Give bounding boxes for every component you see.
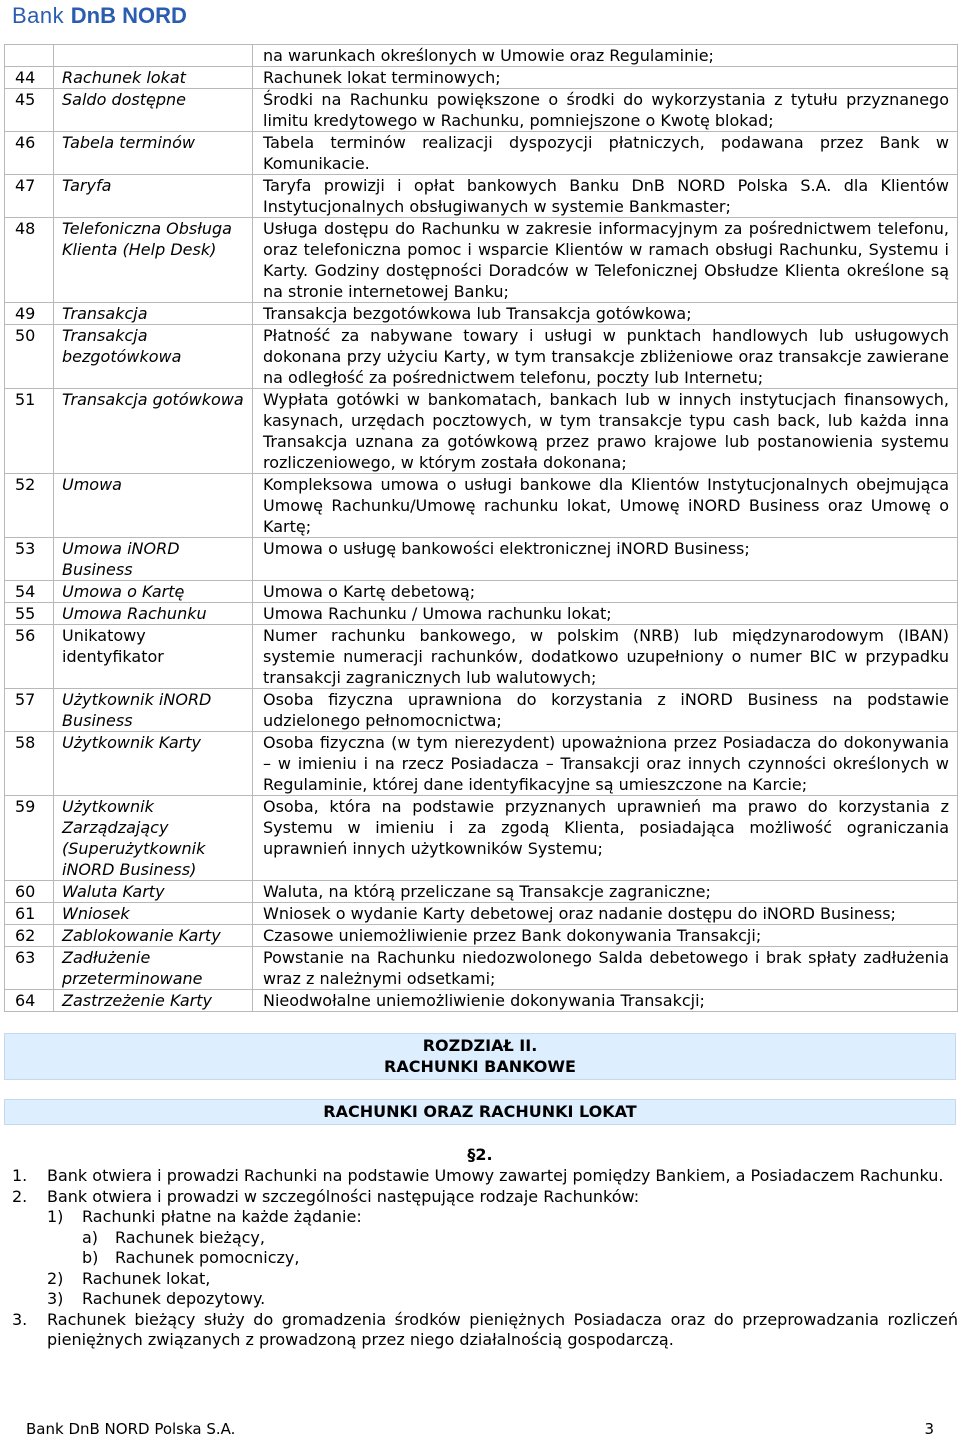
definition-number: 63 bbox=[5, 947, 54, 990]
definition-number: 50 bbox=[5, 325, 54, 389]
definition-term: Transakcja gotówkowa bbox=[54, 389, 253, 474]
definition-description: Umowa o usługę bankowości elektronicznej iNORD Business; bbox=[253, 538, 958, 581]
logo-text-dnbnord: DnB NORD bbox=[70, 3, 187, 28]
footer-company: Bank DnB NORD Polska S.A. bbox=[26, 1420, 236, 1438]
definition-term: Zadłużenie przeterminowane bbox=[54, 947, 253, 990]
table-row bbox=[5, 625, 958, 689]
definition-term: Użytkownik Karty bbox=[54, 732, 253, 796]
definition-term: Unikatowy identyfikator bbox=[54, 625, 253, 689]
definition-number: 61 bbox=[5, 903, 54, 925]
definition-description: Waluta, na którą przeliczane są Transakcje zagraniczne; bbox=[253, 881, 958, 903]
definition-number bbox=[5, 45, 54, 67]
table-row bbox=[5, 218, 958, 303]
definition-term: Transakcja bezgotówkowa bbox=[54, 325, 253, 389]
definition-number: 55 bbox=[5, 603, 54, 625]
table-row bbox=[5, 903, 958, 925]
list-item-number: 1. bbox=[12, 1166, 28, 1185]
sub-list-item-text: Rachunek lokat, bbox=[82, 1268, 211, 1288]
definition-description: Wypłata gotówki w bankomatach, bankach lub w innych instytucjach finansowych, kasynach, urzędach pocztowych, w tym transakcje typu cash back, lub każda inna Transakcja uznana za gotówkową przez prawo krajowe lub postanowienia systemu rozliczeniowego, w którym została dokonana; bbox=[253, 389, 958, 474]
definition-description: Umowa Rachunku / Umowa rachunku lokat; bbox=[253, 603, 958, 625]
definition-description: Środki na Rachunku powiększone o środki do wykorzystania z tytułu przyznanego limitu kredytowego w Rachunku, pomniejszone o Kwotę blokad; bbox=[253, 89, 958, 132]
definition-number: 45 bbox=[5, 89, 54, 132]
definition-number: 64 bbox=[5, 990, 54, 1012]
definition-term: Tabela terminów bbox=[54, 132, 253, 175]
definition-description: Transakcja bezgotówkowa lub Transakcja gotówkowa; bbox=[253, 303, 958, 325]
definition-number: 51 bbox=[5, 389, 54, 474]
sub-sub-list-item-letter: b) bbox=[82, 1248, 99, 1267]
table-row bbox=[5, 947, 958, 990]
definitions-table-body bbox=[5, 45, 958, 1012]
definition-term: Umowa iNORD Business bbox=[54, 538, 253, 581]
definition-description: na warunkach określonych w Umowie oraz Regulaminie; bbox=[253, 45, 958, 67]
definition-term: Transakcja bbox=[54, 303, 253, 325]
sub-sub-list-item-text: Rachunek bieżący, bbox=[115, 1227, 265, 1247]
definition-description: Osoba fizyczna (w tym nierezydent) upoważniona przez Posiadacza do dokonywania – w imieniu i na rzecz Posiadacza – Transakcji oraz innych czynności określonych w Regulaminie, której dane identyfikacyjne są umieszczone na Karcie; bbox=[253, 732, 958, 796]
sub-list-item-number: 3) bbox=[47, 1289, 64, 1308]
chapter-banner bbox=[4, 1033, 956, 1080]
table-row bbox=[5, 325, 958, 389]
definition-term: Taryfa bbox=[54, 175, 253, 218]
definition-number: 58 bbox=[5, 732, 54, 796]
definition-description: Rachunek lokat terminowych; bbox=[253, 67, 958, 89]
definition-description: Kompleksowa umowa o usługi bankowe dla Klientów Instytucjonalnych obejmująca Umowę Rachunku/Umowę rachunku lokat, Umowę iNORD Business oraz Umowę o Kartę; bbox=[253, 474, 958, 538]
definition-term: Użytkownik iNORD Business bbox=[54, 689, 253, 732]
definition-number: 62 bbox=[5, 925, 54, 947]
definition-number: 49 bbox=[5, 303, 54, 325]
definitions-table bbox=[4, 44, 958, 1012]
section-title: RACHUNKI ORAZ RACHUNKI LOKAT bbox=[323, 1102, 637, 1121]
footer-page-number: 3 bbox=[924, 1420, 934, 1438]
definition-description: Nieodwołalne uniemożliwienie dokonywania Transakcji; bbox=[253, 990, 958, 1012]
sub-sub-list-item bbox=[82, 1228, 958, 1249]
list-item-number: 2. bbox=[12, 1186, 28, 1206]
definition-term: Użytkownik Zarządzający (Superużytkownik iNORD Business) bbox=[54, 796, 253, 881]
sub-list-item-number: 1) bbox=[47, 1207, 64, 1226]
definition-term: Umowa Rachunku bbox=[54, 603, 253, 625]
list-item-text: Bank otwiera i prowadzi Rachunki na podstawie Umowy zawartej pomiędzy Bankiem, a Posiadaczem Rachunku. bbox=[47, 1166, 944, 1185]
table-row bbox=[5, 925, 958, 947]
definition-description: Usługa dostępu do Rachunku w zakresie informacyjnym za pośrednictwem telefonu, oraz telefoniczna pomoc i wsparcie Klientów w ramach obsługi Rachunku, Systemu i Karty. Godziny dostępności Doradców w Telefonicznej Obsłudze Klienta określone są na stronie internetowej Banku; bbox=[253, 218, 958, 303]
table-row bbox=[5, 538, 958, 581]
definition-term: Waluta Karty bbox=[54, 881, 253, 903]
definition-term: Zastrzeżenie Karty bbox=[54, 990, 253, 1012]
table-row bbox=[5, 175, 958, 218]
table-row bbox=[5, 796, 958, 881]
definition-number: 46 bbox=[5, 132, 54, 175]
sub-sub-list-item bbox=[82, 1248, 958, 1269]
definition-term: Umowa o Kartę bbox=[54, 581, 253, 603]
table-row bbox=[5, 132, 958, 175]
definition-description: Umowa o Kartę debetową; bbox=[253, 581, 958, 603]
list-item-text: Bank otwiera i prowadzi w szczególności następujące rodzaje Rachunków: bbox=[47, 1186, 640, 1206]
definition-term: Wniosek bbox=[54, 903, 253, 925]
definition-number: 56 bbox=[5, 625, 54, 689]
definition-description: Czasowe uniemożliwienie przez Bank dokonywania Transakcji; bbox=[253, 925, 958, 947]
paragraph-mark: §2. bbox=[467, 1145, 493, 1164]
definition-description: Powstanie na Rachunku niedozwolonego Salda debetowego i brak spłaty zadłużenia wraz z należnymi odsetkami; bbox=[253, 947, 958, 990]
section-banner bbox=[4, 1099, 956, 1125]
article-list bbox=[12, 1166, 958, 1351]
definition-description: Tabela terminów realizacji dyspozycji płatniczych, podawana przez Bank w Komunikacie. bbox=[253, 132, 958, 175]
logo-text-bank: Bank bbox=[12, 3, 71, 28]
table-row bbox=[5, 881, 958, 903]
table-row bbox=[5, 89, 958, 132]
definition-description: Płatność za nabywane towary i usługi w punktach handlowych lub usługowych dokonana przy użyciu Karty, w tym transakcje zbliżeniowe oraz transakcje zawierane na odległość za pośrednictwem telefonu, poczty lub Internetu; bbox=[253, 325, 958, 389]
table-row bbox=[5, 389, 958, 474]
table-row bbox=[5, 45, 958, 67]
table-row bbox=[5, 732, 958, 796]
definition-number: 53 bbox=[5, 538, 54, 581]
definition-term: Umowa bbox=[54, 474, 253, 538]
definition-term: Zablokowanie Karty bbox=[54, 925, 253, 947]
sub-sub-list-item-letter: a) bbox=[82, 1227, 99, 1247]
bank-logo bbox=[12, 4, 187, 28]
definition-number: 60 bbox=[5, 881, 54, 903]
definition-number: 54 bbox=[5, 581, 54, 603]
definition-number: 47 bbox=[5, 175, 54, 218]
sub-list-item-number: 2) bbox=[47, 1268, 64, 1288]
sub-list-item bbox=[47, 1207, 958, 1269]
list-item bbox=[12, 1187, 958, 1310]
sub-list-item bbox=[47, 1289, 958, 1310]
definition-description: Taryfa prowizji i opłat bankowych Banku DnB NORD Polska S.A. dla Klientów Instytucjonalnych obsługiwanych w systemie Bankmaster; bbox=[253, 175, 958, 218]
definition-description: Osoba fizyczna uprawniona do korzystania z iNORD Business na podstawie udzielonego pełnomocnictwa; bbox=[253, 689, 958, 732]
definition-description: Osoba, która na podstawie przyznanych uprawnień ma prawo do korzystania z Systemu w imieniu i za zgodą Klienta, posiadająca możliwość ograniczania uprawnień innych użytkowników Systemu; bbox=[253, 796, 958, 881]
definition-number: 48 bbox=[5, 218, 54, 303]
definition-term: Saldo dostępne bbox=[54, 89, 253, 132]
table-row bbox=[5, 990, 958, 1012]
definition-term bbox=[54, 45, 253, 67]
definition-number: 59 bbox=[5, 796, 54, 881]
sub-list-item-text: Rachunek depozytowy. bbox=[82, 1289, 266, 1308]
sub-list-item bbox=[47, 1269, 958, 1290]
table-row bbox=[5, 303, 958, 325]
sub-sub-list-item-text: Rachunek pomocniczy, bbox=[115, 1248, 300, 1267]
definition-number: 52 bbox=[5, 474, 54, 538]
chapter-title: RACHUNKI BANKOWE bbox=[384, 1057, 576, 1076]
definition-term: Rachunek lokat bbox=[54, 67, 253, 89]
table-row bbox=[5, 603, 958, 625]
definition-description: Numer rachunku bankowego, w polskim (NRB) lub międzynarodowym (IBAN) systemie numeracji rachunków, dodatkowo uzupełniony o numer BIC w przypadku transakcji zagranicznych lub walutowych; bbox=[253, 625, 958, 689]
definition-number: 57 bbox=[5, 689, 54, 732]
list-item-text: Rachunek bieżący służy do gromadzenia środków pieniężnych Posiadacza oraz do przeprowadzania rozliczeń pieniężnych związanych z prowadzoną przez niego działalnością gospodarczą. bbox=[47, 1309, 958, 1349]
list-item-number: 3. bbox=[12, 1309, 28, 1329]
table-row bbox=[5, 67, 958, 89]
list-item bbox=[12, 1310, 958, 1351]
sub-list-item-text: Rachunki płatne na każde żądanie: bbox=[82, 1207, 362, 1226]
definition-term: Telefoniczna Obsługa Klienta (Help Desk) bbox=[54, 218, 253, 303]
definition-number: 44 bbox=[5, 67, 54, 89]
table-row bbox=[5, 581, 958, 603]
table-row bbox=[5, 689, 958, 732]
table-row bbox=[5, 474, 958, 538]
list-item bbox=[12, 1166, 958, 1187]
definition-description: Wniosek o wydanie Karty debetowej oraz nadanie dostępu do iNORD Business; bbox=[253, 903, 958, 925]
chapter-number: ROZDZIAŁ II. bbox=[422, 1036, 538, 1055]
